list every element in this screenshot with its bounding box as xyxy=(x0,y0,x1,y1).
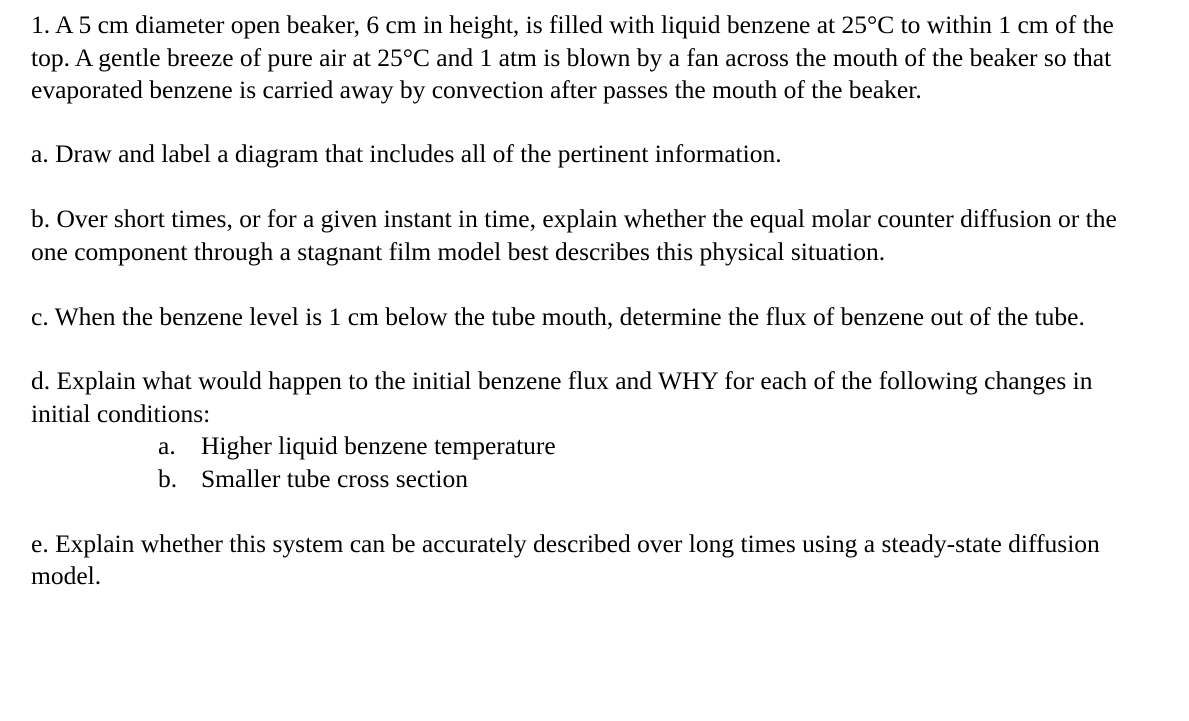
part-e-question: e. Explain whether this system can be accurately described over long times using a steady-state diffusion model. xyxy=(31,528,1100,591)
sub-item-text: Higher liquid benzene temperature xyxy=(201,431,556,461)
part-d-sub-list xyxy=(31,430,1149,495)
sub-item-letter: b. xyxy=(158,463,178,493)
part-d-question: d. Explain what would happen to the initial benzene flux and WHY for each of the following changes in initial conditions: xyxy=(31,366,1093,428)
part-a-question: a. Draw and label a diagram that includes all of the pertinent information. xyxy=(31,138,782,168)
sub-item-letter: a. xyxy=(158,431,176,461)
part-b-question: b. Over short times, or for a given instant in time, explain whether the equal molar counter diffusion or the one component through a stagnant film model best describes this physical situation. xyxy=(31,204,1117,266)
sub-item-text: Smaller tube cross section xyxy=(201,463,468,493)
part-c-question: c. When the benzene level is 1 cm below the tube mouth, determine the flux of benzene out of the tube. xyxy=(31,301,1085,331)
part-d-sub-item xyxy=(158,463,1149,496)
part-d-block xyxy=(31,365,1149,495)
problem-statement: 1. A 5 cm diameter open beaker, 6 cm in height, is filled with liquid benzene at 25°C to within 1 cm of the top. A gentle breeze of pure air at 25°C and 1 atm is blown by a fan across the mouth of the beaker so that evaporated benzene is carried away by convection after passes the mouth of the beaker. xyxy=(31,10,1114,105)
part-d-sub-item xyxy=(158,430,1149,463)
